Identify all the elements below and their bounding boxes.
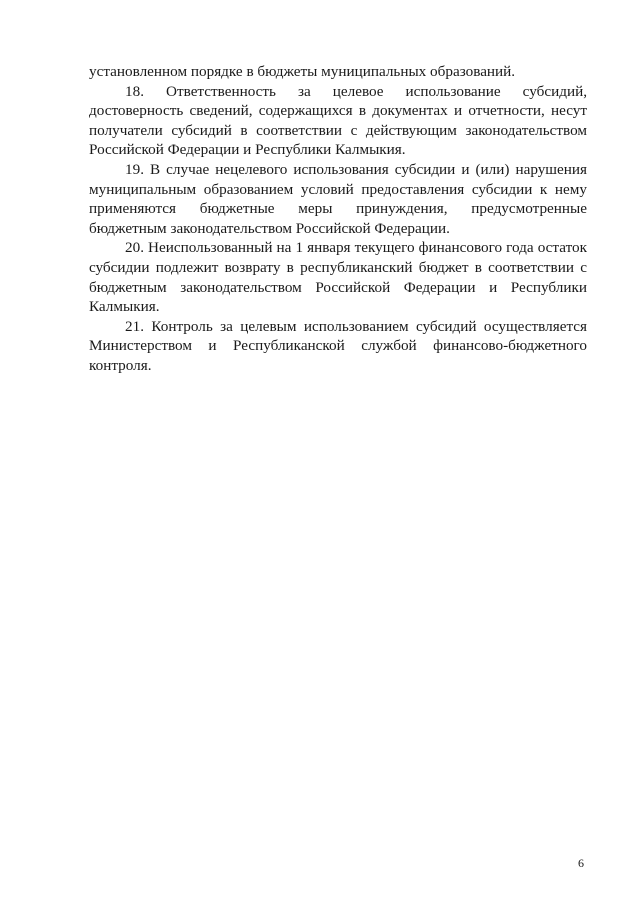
paragraph-20: 20. Неиспользованный на 1 января текущего финансового года остаток субсидии подлежит возврату в республиканский бюджет в соответствии с бюджетным законодательством Российской Федерации и Республики Калмыкия. bbox=[89, 239, 587, 316]
paragraph-21: 21. Контроль за целевым использованием субсидий осуществляется Министерством и Республиканской службой финансово-бюджетного контроля. bbox=[89, 317, 587, 374]
paragraph-19: 19. В случае нецелевого использования субсидии и (или) нарушения муниципальным образованием условий предоставления субсидии к нему применяются бюджетные меры принуждения, предусмотренные бюджетным законодательством Российской Федерации. bbox=[89, 160, 587, 237]
document-body bbox=[89, 62, 587, 376]
page-number: 6 bbox=[578, 856, 584, 870]
paragraph-continuation: установленном порядке в бюджеты муниципальных образований. bbox=[89, 63, 516, 80]
paragraph-18: 18. Ответственность за целевое использование субсидий, достоверность сведений, содержащихся в документах и отчетности, несут получатели субсидий в соответствии с действующим законодательством Российской Федерации и Республики Калмыкия. bbox=[89, 82, 587, 159]
